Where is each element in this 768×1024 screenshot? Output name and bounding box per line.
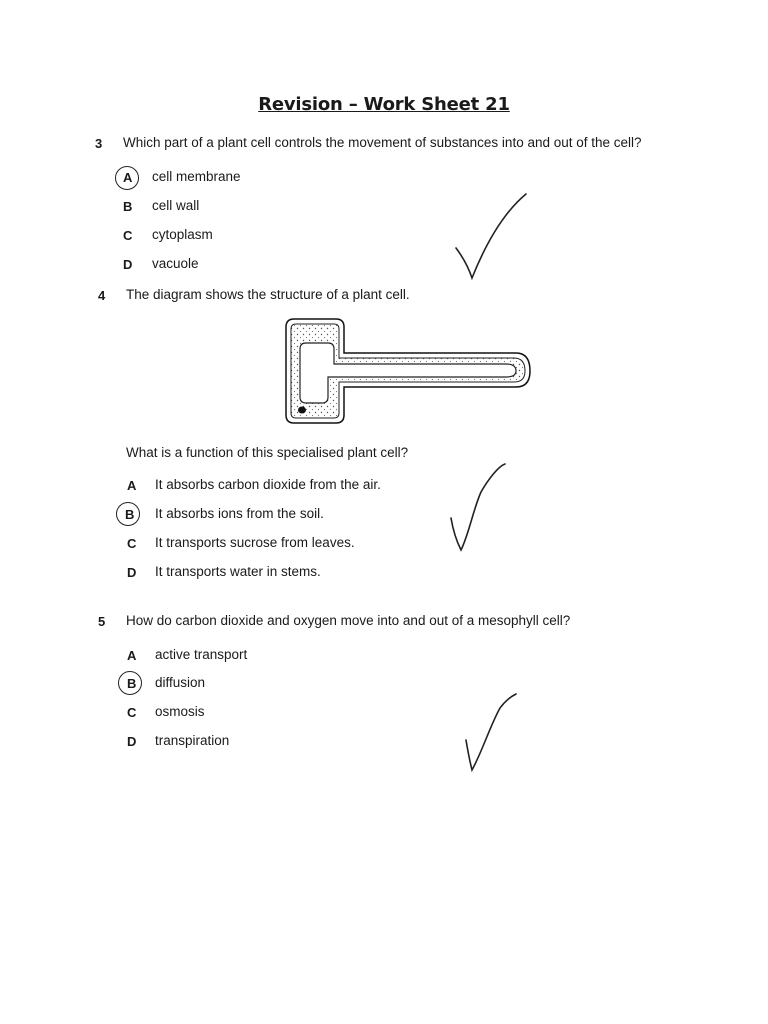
q5-option-b: diffusion: [155, 675, 206, 690]
question-5-number: 5: [98, 614, 106, 629]
q4-option-d: It transports water in stems.: [155, 564, 321, 579]
q5-option-a: active transport: [155, 647, 248, 662]
check-mark-icon-q3: [450, 190, 540, 285]
q4-option-b-letter: B: [125, 507, 135, 522]
q4-option-d-letter: D: [127, 565, 137, 580]
q4-option-c-letter: C: [127, 536, 137, 551]
question-5-text: How do carbon dioxide and oxygen move into and out of a mesophyll cell?: [126, 613, 571, 628]
check-mark-icon-q5: [460, 690, 530, 775]
question-3-number: 3: [95, 136, 103, 151]
q3-option-d: vacuole: [152, 256, 199, 271]
q3-option-b-letter: B: [123, 199, 133, 214]
q4-option-b: It absorbs ions from the soil.: [155, 506, 324, 521]
q3-option-c: cytoplasm: [152, 227, 213, 242]
q4-option-a-letter: A: [127, 478, 137, 493]
q3-option-a: cell membrane: [152, 169, 241, 184]
q5-option-c: osmosis: [155, 704, 205, 719]
q4-option-c: It transports sucrose from leaves.: [155, 535, 355, 550]
check-mark-icon-q4: [445, 460, 520, 555]
question-4-number: 4: [98, 288, 106, 303]
q5-option-d-letter: D: [127, 734, 137, 749]
q5-option-d: transpiration: [155, 733, 230, 748]
question-3-text: Which part of a plant cell controls the movement of substances into and out of the cell?: [123, 135, 642, 150]
root-hair-cell-diagram: [284, 315, 534, 427]
question-4-followup: What is a function of this specialised plant cell?: [126, 445, 409, 460]
q4-option-a: It absorbs carbon dioxide from the air.: [155, 477, 381, 492]
q3-option-a-letter: A: [123, 170, 133, 185]
question-4-text: The diagram shows the structure of a plant cell.: [126, 287, 410, 302]
q3-option-d-letter: D: [123, 257, 133, 272]
q3-option-b: cell wall: [152, 198, 200, 213]
q3-option-c-letter: C: [123, 228, 133, 243]
q5-option-c-letter: C: [127, 705, 137, 720]
q5-option-a-letter: A: [127, 648, 137, 663]
worksheet-title: Revision – Work Sheet 21: [258, 94, 510, 115]
q5-option-b-letter: B: [127, 676, 137, 691]
